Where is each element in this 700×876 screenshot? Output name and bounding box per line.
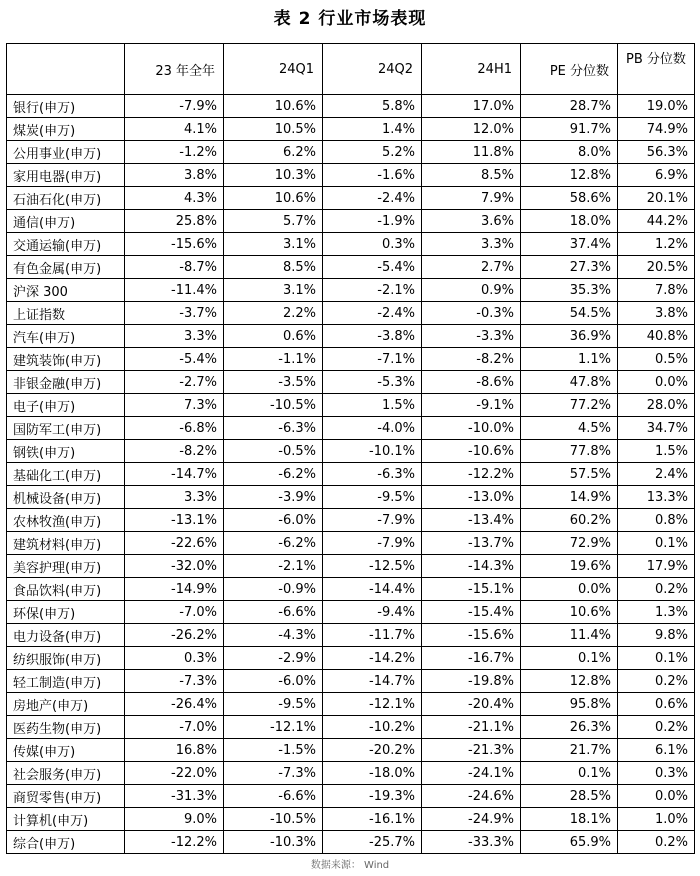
- cell-industry-name: 房地产(申万): [7, 693, 125, 716]
- cell-pe-percentile: 26.3%: [521, 716, 618, 739]
- cell-year-2023: -31.3%: [125, 785, 224, 808]
- cell-q1-2024: -2.1%: [224, 555, 323, 578]
- cell-q2-2024: -12.5%: [323, 555, 422, 578]
- cell-q1-2024: -6.3%: [224, 417, 323, 440]
- cell-q1-2024: -1.5%: [224, 739, 323, 762]
- cell-year-2023: 3.3%: [125, 325, 224, 348]
- cell-year-2023: -7.9%: [125, 95, 224, 118]
- cell-industry-name: 基础化工(申万): [7, 463, 125, 486]
- cell-year-2023: 3.8%: [125, 164, 224, 187]
- cell-industry-name: 通信(申万): [7, 210, 125, 233]
- table-row: [7, 371, 695, 394]
- table-row: [7, 256, 695, 279]
- cell-q2-2024: -14.7%: [323, 670, 422, 693]
- cell-q1-2024: -12.1%: [224, 716, 323, 739]
- cell-year-2023: -7.3%: [125, 670, 224, 693]
- cell-h1-2024: -19.8%: [422, 670, 521, 693]
- cell-q1-2024: -3.5%: [224, 371, 323, 394]
- cell-h1-2024: 8.5%: [422, 164, 521, 187]
- cell-q2-2024: -6.3%: [323, 463, 422, 486]
- cell-year-2023: -1.2%: [125, 141, 224, 164]
- header-row: [7, 44, 695, 95]
- cell-industry-name: 电力设备(申万): [7, 624, 125, 647]
- cell-q2-2024: -11.7%: [323, 624, 422, 647]
- cell-pe-percentile: 35.3%: [521, 279, 618, 302]
- cell-q1-2024: 10.6%: [224, 95, 323, 118]
- cell-h1-2024: -14.3%: [422, 555, 521, 578]
- cell-pb-percentile: 6.1%: [618, 739, 695, 762]
- table-row: [7, 141, 695, 164]
- table-row: [7, 417, 695, 440]
- cell-year-2023: -8.7%: [125, 256, 224, 279]
- cell-pe-percentile: 60.2%: [521, 509, 618, 532]
- cell-year-2023: -14.9%: [125, 578, 224, 601]
- cell-q2-2024: 5.2%: [323, 141, 422, 164]
- cell-pe-percentile: 54.5%: [521, 302, 618, 325]
- cell-year-2023: 16.8%: [125, 739, 224, 762]
- cell-q1-2024: 6.2%: [224, 141, 323, 164]
- cell-industry-name: 轻工制造(申万): [7, 670, 125, 693]
- cell-industry-name: 有色金属(申万): [7, 256, 125, 279]
- table-row: [7, 164, 695, 187]
- cell-q2-2024: 5.8%: [323, 95, 422, 118]
- table-row: [7, 325, 695, 348]
- cell-industry-name: 商贸零售(申万): [7, 785, 125, 808]
- cell-h1-2024: -24.6%: [422, 785, 521, 808]
- cell-pe-percentile: 36.9%: [521, 325, 618, 348]
- cell-year-2023: -7.0%: [125, 716, 224, 739]
- table-row: [7, 831, 695, 854]
- cell-pe-percentile: 28.5%: [521, 785, 618, 808]
- cell-q1-2024: 5.7%: [224, 210, 323, 233]
- cell-q1-2024: -10.5%: [224, 394, 323, 417]
- table-row: [7, 532, 695, 555]
- cell-h1-2024: -16.7%: [422, 647, 521, 670]
- cell-pb-percentile: 0.3%: [618, 762, 695, 785]
- cell-industry-name: 电子(申万): [7, 394, 125, 417]
- cell-q1-2024: 3.1%: [224, 233, 323, 256]
- cell-q1-2024: 10.5%: [224, 118, 323, 141]
- cell-year-2023: 7.3%: [125, 394, 224, 417]
- cell-pb-percentile: 20.1%: [618, 187, 695, 210]
- table-body: [7, 95, 695, 854]
- cell-h1-2024: -20.4%: [422, 693, 521, 716]
- cell-pe-percentile: 57.5%: [521, 463, 618, 486]
- cell-pb-percentile: 0.8%: [618, 509, 695, 532]
- cell-h1-2024: -33.3%: [422, 831, 521, 854]
- source-note: 数据来源： Wind: [310, 860, 390, 871]
- table-row: [7, 187, 695, 210]
- cell-pe-percentile: 18.1%: [521, 808, 618, 831]
- cell-pb-percentile: 19.0%: [618, 95, 695, 118]
- cell-q2-2024: -12.1%: [323, 693, 422, 716]
- cell-q2-2024: -1.6%: [323, 164, 422, 187]
- cell-pe-percentile: 0.1%: [521, 647, 618, 670]
- cell-q2-2024: -9.4%: [323, 601, 422, 624]
- table-row: [7, 555, 695, 578]
- cell-pb-percentile: 1.2%: [618, 233, 695, 256]
- cell-q1-2024: -0.5%: [224, 440, 323, 463]
- cell-h1-2024: -13.0%: [422, 486, 521, 509]
- cell-pb-percentile: 1.0%: [618, 808, 695, 831]
- cell-industry-name: 上证指数: [7, 302, 125, 325]
- cell-q2-2024: -3.8%: [323, 325, 422, 348]
- cell-year-2023: 9.0%: [125, 808, 224, 831]
- cell-industry-name: 纺织服饰(申万): [7, 647, 125, 670]
- cell-q1-2024: -7.3%: [224, 762, 323, 785]
- table-row: [7, 762, 695, 785]
- cell-industry-name: 食品饮料(申万): [7, 578, 125, 601]
- cell-year-2023: -22.0%: [125, 762, 224, 785]
- cell-industry-name: 环保(申万): [7, 601, 125, 624]
- cell-industry-name: 家用电器(申万): [7, 164, 125, 187]
- cell-industry-name: 煤炭(申万): [7, 118, 125, 141]
- cell-pb-percentile: 1.5%: [618, 440, 695, 463]
- cell-industry-name: 医药生物(申万): [7, 716, 125, 739]
- cell-h1-2024: -0.3%: [422, 302, 521, 325]
- header-cell-industry: [7, 44, 125, 95]
- cell-year-2023: 4.3%: [125, 187, 224, 210]
- cell-q2-2024: -7.9%: [323, 532, 422, 555]
- cell-q2-2024: 0.3%: [323, 233, 422, 256]
- cell-q2-2024: -19.3%: [323, 785, 422, 808]
- cell-q1-2024: 3.1%: [224, 279, 323, 302]
- cell-h1-2024: -15.4%: [422, 601, 521, 624]
- table-row: [7, 670, 695, 693]
- cell-q1-2024: -4.3%: [224, 624, 323, 647]
- cell-h1-2024: -10.0%: [422, 417, 521, 440]
- cell-q1-2024: -1.1%: [224, 348, 323, 371]
- cell-pb-percentile: 20.5%: [618, 256, 695, 279]
- cell-year-2023: -2.7%: [125, 371, 224, 394]
- cell-q1-2024: -2.9%: [224, 647, 323, 670]
- cell-pb-percentile: 74.9%: [618, 118, 695, 141]
- header-cell-24q1: 24Q1: [224, 44, 323, 95]
- header-cell-pb-percentile: PB 分位数: [618, 44, 695, 95]
- table-row: [7, 394, 695, 417]
- table-row: [7, 785, 695, 808]
- cell-industry-name: 石油石化(申万): [7, 187, 125, 210]
- cell-year-2023: -32.0%: [125, 555, 224, 578]
- cell-h1-2024: -10.6%: [422, 440, 521, 463]
- cell-h1-2024: -13.4%: [422, 509, 521, 532]
- cell-q2-2024: -4.0%: [323, 417, 422, 440]
- cell-year-2023: -15.6%: [125, 233, 224, 256]
- table-row: [7, 509, 695, 532]
- cell-pb-percentile: 56.3%: [618, 141, 695, 164]
- cell-h1-2024: 2.7%: [422, 256, 521, 279]
- table-row: [7, 118, 695, 141]
- cell-pe-percentile: 77.2%: [521, 394, 618, 417]
- cell-q1-2024: -10.5%: [224, 808, 323, 831]
- cell-h1-2024: 7.9%: [422, 187, 521, 210]
- cell-h1-2024: 17.0%: [422, 95, 521, 118]
- cell-h1-2024: -13.7%: [422, 532, 521, 555]
- cell-h1-2024: -21.1%: [422, 716, 521, 739]
- cell-h1-2024: -8.6%: [422, 371, 521, 394]
- cell-pb-percentile: 0.5%: [618, 348, 695, 371]
- cell-pb-percentile: 9.8%: [618, 624, 695, 647]
- cell-q2-2024: -5.3%: [323, 371, 422, 394]
- cell-year-2023: -6.8%: [125, 417, 224, 440]
- cell-h1-2024: 12.0%: [422, 118, 521, 141]
- cell-year-2023: -5.4%: [125, 348, 224, 371]
- cell-industry-name: 汽车(申万): [7, 325, 125, 348]
- cell-year-2023: -3.7%: [125, 302, 224, 325]
- table-row: [7, 647, 695, 670]
- cell-pb-percentile: 2.4%: [618, 463, 695, 486]
- cell-industry-name: 钢铁(申万): [7, 440, 125, 463]
- cell-q2-2024: -16.1%: [323, 808, 422, 831]
- cell-pe-percentile: 58.6%: [521, 187, 618, 210]
- cell-q1-2024: -3.9%: [224, 486, 323, 509]
- cell-pb-percentile: 0.2%: [618, 670, 695, 693]
- cell-year-2023: 4.1%: [125, 118, 224, 141]
- cell-industry-name: 传媒(申万): [7, 739, 125, 762]
- table-row: [7, 210, 695, 233]
- table-row: [7, 233, 695, 256]
- cell-q2-2024: -7.9%: [323, 509, 422, 532]
- cell-pb-percentile: 34.7%: [618, 417, 695, 440]
- table-row: [7, 601, 695, 624]
- cell-pe-percentile: 12.8%: [521, 670, 618, 693]
- cell-h1-2024: -21.3%: [422, 739, 521, 762]
- cell-pb-percentile: 6.9%: [618, 164, 695, 187]
- cell-q2-2024: -14.2%: [323, 647, 422, 670]
- cell-industry-name: 美容护理(申万): [7, 555, 125, 578]
- cell-year-2023: -11.4%: [125, 279, 224, 302]
- cell-pe-percentile: 72.9%: [521, 532, 618, 555]
- cell-q1-2024: -6.2%: [224, 463, 323, 486]
- cell-q1-2024: -10.3%: [224, 831, 323, 854]
- cell-pe-percentile: 18.0%: [521, 210, 618, 233]
- cell-pb-percentile: 3.8%: [618, 302, 695, 325]
- cell-pb-percentile: 0.0%: [618, 371, 695, 394]
- cell-q2-2024: -9.5%: [323, 486, 422, 509]
- table-row: [7, 463, 695, 486]
- header-cell-24q2: 24Q2: [323, 44, 422, 95]
- cell-industry-name: 机械设备(申万): [7, 486, 125, 509]
- cell-pe-percentile: 12.8%: [521, 164, 618, 187]
- cell-pb-percentile: 7.8%: [618, 279, 695, 302]
- cell-q2-2024: -20.2%: [323, 739, 422, 762]
- table-title: 表 2 行业市场表现: [273, 9, 427, 29]
- cell-year-2023: -26.2%: [125, 624, 224, 647]
- cell-q1-2024: 10.6%: [224, 187, 323, 210]
- cell-q2-2024: -2.1%: [323, 279, 422, 302]
- header-cell-24h1: 24H1: [422, 44, 521, 95]
- cell-pe-percentile: 8.0%: [521, 141, 618, 164]
- header-cell-2023-full-year: 23 年全年: [125, 44, 224, 95]
- cell-q1-2024: 10.3%: [224, 164, 323, 187]
- cell-h1-2024: 3.6%: [422, 210, 521, 233]
- table-row: [7, 440, 695, 463]
- cell-h1-2024: 3.3%: [422, 233, 521, 256]
- cell-pb-percentile: 44.2%: [618, 210, 695, 233]
- cell-q1-2024: -6.6%: [224, 785, 323, 808]
- table-row: [7, 279, 695, 302]
- cell-h1-2024: -12.2%: [422, 463, 521, 486]
- cell-industry-name: 建筑材料(申万): [7, 532, 125, 555]
- cell-pb-percentile: 0.2%: [618, 831, 695, 854]
- cell-q1-2024: 8.5%: [224, 256, 323, 279]
- cell-year-2023: -14.7%: [125, 463, 224, 486]
- cell-q1-2024: -0.9%: [224, 578, 323, 601]
- cell-pe-percentile: 95.8%: [521, 693, 618, 716]
- cell-q1-2024: -6.2%: [224, 532, 323, 555]
- cell-pe-percentile: 28.7%: [521, 95, 618, 118]
- table-row: [7, 486, 695, 509]
- cell-pb-percentile: 40.8%: [618, 325, 695, 348]
- cell-q2-2024: -2.4%: [323, 302, 422, 325]
- table-row: [7, 302, 695, 325]
- industry-performance-table: [6, 43, 695, 854]
- cell-industry-name: 沪深 300: [7, 279, 125, 302]
- cell-pe-percentile: 37.4%: [521, 233, 618, 256]
- cell-q2-2024: -1.9%: [323, 210, 422, 233]
- cell-industry-name: 公用事业(申万): [7, 141, 125, 164]
- cell-q2-2024: -14.4%: [323, 578, 422, 601]
- cell-pb-percentile: 0.1%: [618, 647, 695, 670]
- cell-q2-2024: 1.4%: [323, 118, 422, 141]
- cell-year-2023: -8.2%: [125, 440, 224, 463]
- cell-h1-2024: -3.3%: [422, 325, 521, 348]
- cell-h1-2024: -15.6%: [422, 624, 521, 647]
- cell-pb-percentile: 0.2%: [618, 716, 695, 739]
- cell-q2-2024: -10.2%: [323, 716, 422, 739]
- cell-q1-2024: -6.0%: [224, 670, 323, 693]
- cell-pb-percentile: 28.0%: [618, 394, 695, 417]
- cell-q2-2024: -7.1%: [323, 348, 422, 371]
- cell-pe-percentile: 19.6%: [521, 555, 618, 578]
- table-row: [7, 578, 695, 601]
- cell-pb-percentile: 17.9%: [618, 555, 695, 578]
- cell-industry-name: 建筑装饰(申万): [7, 348, 125, 371]
- table-row: [7, 348, 695, 371]
- cell-q1-2024: -6.6%: [224, 601, 323, 624]
- cell-year-2023: 25.8%: [125, 210, 224, 233]
- cell-q2-2024: -2.4%: [323, 187, 422, 210]
- cell-pb-percentile: 0.0%: [618, 785, 695, 808]
- cell-q1-2024: 0.6%: [224, 325, 323, 348]
- cell-pe-percentile: 0.1%: [521, 762, 618, 785]
- table-row: [7, 808, 695, 831]
- cell-year-2023: 3.3%: [125, 486, 224, 509]
- cell-pe-percentile: 0.0%: [521, 578, 618, 601]
- cell-q1-2024: 2.2%: [224, 302, 323, 325]
- cell-h1-2024: 11.8%: [422, 141, 521, 164]
- cell-h1-2024: -9.1%: [422, 394, 521, 417]
- cell-pe-percentile: 65.9%: [521, 831, 618, 854]
- cell-pb-percentile: 0.6%: [618, 693, 695, 716]
- cell-h1-2024: -24.1%: [422, 762, 521, 785]
- cell-year-2023: 0.3%: [125, 647, 224, 670]
- cell-h1-2024: -15.1%: [422, 578, 521, 601]
- cell-pe-percentile: 77.8%: [521, 440, 618, 463]
- cell-industry-name: 非银金融(申万): [7, 371, 125, 394]
- cell-h1-2024: -24.9%: [422, 808, 521, 831]
- cell-industry-name: 交通运输(申万): [7, 233, 125, 256]
- table-row: [7, 693, 695, 716]
- table-row: [7, 716, 695, 739]
- cell-year-2023: -22.6%: [125, 532, 224, 555]
- cell-pe-percentile: 47.8%: [521, 371, 618, 394]
- cell-q2-2024: -5.4%: [323, 256, 422, 279]
- cell-year-2023: -13.1%: [125, 509, 224, 532]
- cell-year-2023: -12.2%: [125, 831, 224, 854]
- cell-pb-percentile: 0.1%: [618, 532, 695, 555]
- header-cell-pe-percentile: PE 分位数: [521, 44, 618, 95]
- cell-q2-2024: -18.0%: [323, 762, 422, 785]
- cell-year-2023: -26.4%: [125, 693, 224, 716]
- table-row: [7, 624, 695, 647]
- cell-q2-2024: -10.1%: [323, 440, 422, 463]
- cell-pb-percentile: 0.2%: [618, 578, 695, 601]
- cell-pb-percentile: 1.3%: [618, 601, 695, 624]
- table-row: [7, 739, 695, 762]
- cell-industry-name: 银行(申万): [7, 95, 125, 118]
- cell-industry-name: 计算机(申万): [7, 808, 125, 831]
- cell-h1-2024: 0.9%: [422, 279, 521, 302]
- cell-q2-2024: 1.5%: [323, 394, 422, 417]
- cell-pe-percentile: 10.6%: [521, 601, 618, 624]
- cell-industry-name: 农林牧渔(申万): [7, 509, 125, 532]
- cell-industry-name: 社会服务(申万): [7, 762, 125, 785]
- cell-q1-2024: -9.5%: [224, 693, 323, 716]
- cell-pe-percentile: 4.5%: [521, 417, 618, 440]
- cell-pb-percentile: 13.3%: [618, 486, 695, 509]
- cell-h1-2024: -8.2%: [422, 348, 521, 371]
- table-row: [7, 95, 695, 118]
- cell-q2-2024: -25.7%: [323, 831, 422, 854]
- cell-industry-name: 国防军工(申万): [7, 417, 125, 440]
- cell-pe-percentile: 1.1%: [521, 348, 618, 371]
- cell-pe-percentile: 27.3%: [521, 256, 618, 279]
- cell-industry-name: 综合(申万): [7, 831, 125, 854]
- cell-pe-percentile: 21.7%: [521, 739, 618, 762]
- cell-pe-percentile: 14.9%: [521, 486, 618, 509]
- table-header: [7, 44, 695, 95]
- cell-pe-percentile: 91.7%: [521, 118, 618, 141]
- cell-pe-percentile: 11.4%: [521, 624, 618, 647]
- cell-year-2023: -7.0%: [125, 601, 224, 624]
- cell-q1-2024: -6.0%: [224, 509, 323, 532]
